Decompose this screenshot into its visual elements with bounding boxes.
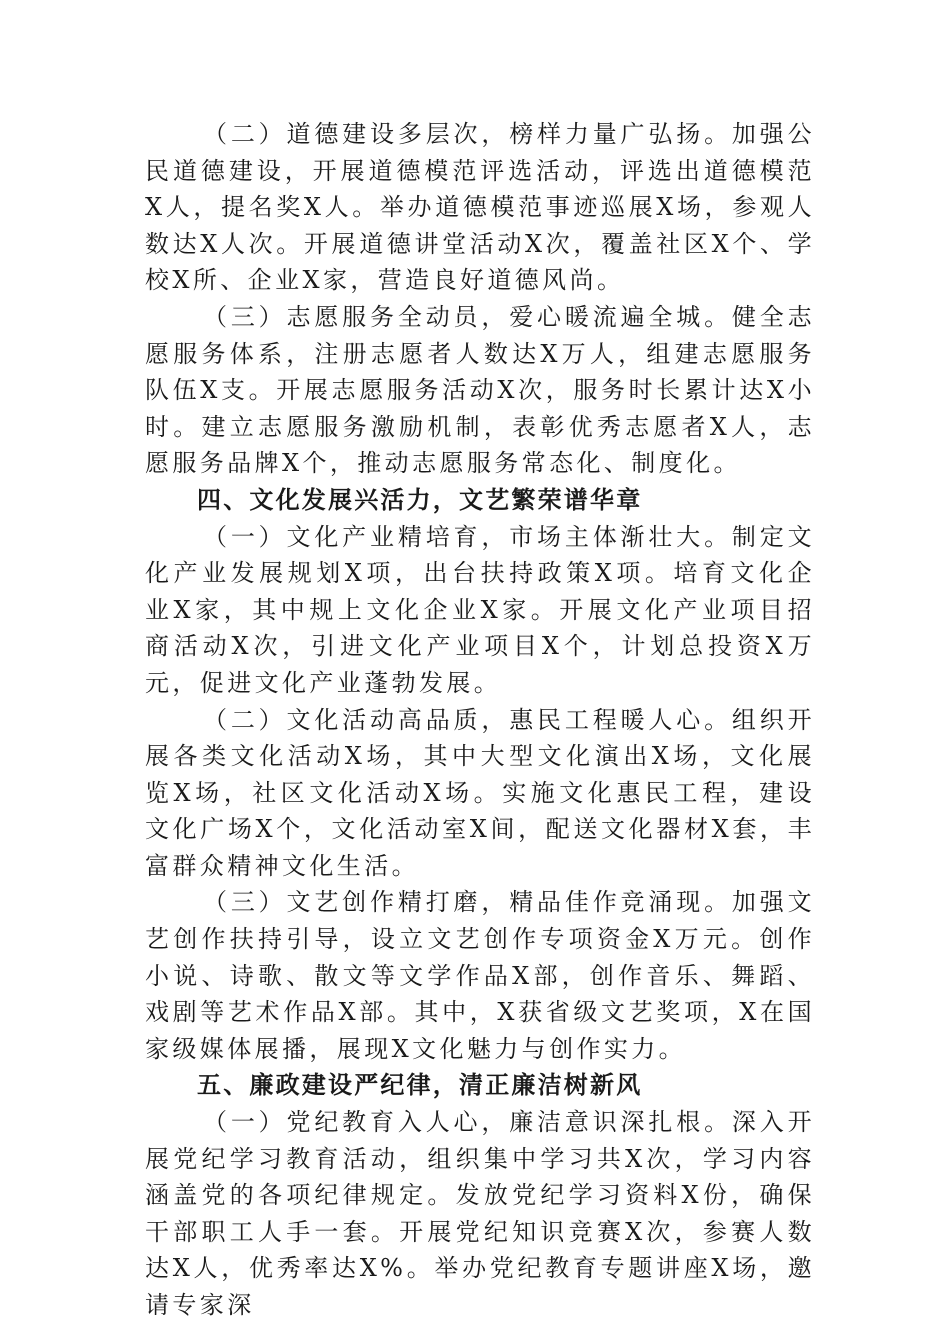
section-heading-integrity: 五、廉政建设严纪律，清正廉洁树新风: [197, 1071, 643, 1100]
paragraph-lead: （一）文化产业精培育，市场主体渐壮大。: [203, 522, 732, 551]
paragraph-text: 深入开展党纪学习教育活动，组织集中学习共X次，学习内容涵盖党的各项纪律规定。发放党纪学习资料X份，确保干部职工人手一套。开展党纪知识竞赛X次，参赛人数达X人，优秀率达X%。举办党纪教育专题讲座X场，邀请专家深: [145, 1108, 815, 1319]
paragraph-lead: （三）志愿服务全动员，爱心暖流遍全城。: [203, 302, 732, 331]
paragraph-art-creation: [145, 884, 815, 1067]
paragraph-text: 健全志愿服务体系，注册志愿者人数达X万人，组建志愿服务队伍X支。开展志愿服务活动X次，服务时长累计达X小时。建立志愿服务激励机制，表彰优秀志愿者X人，志愿服务品牌X个，推动志愿服务常态化、制度化。: [145, 302, 815, 478]
paragraph-lead: （二）道德建设多层次，榜样力量广弘扬。: [203, 120, 732, 148]
paragraph-moral-building: [145, 116, 815, 299]
paragraph-text: 加强公民道德建设，开展道德模范评选活动，评选出道德模范X人，提名奖X人。举办道德模范事迹巡展X场，参观人数达X人次。开展道德讲堂活动X次，覆盖社区X个、学校X所、企业X家，营造良好道德风尚。: [145, 120, 815, 295]
paragraph-text: 组织开展各类文化活动X场，其中大型文化演出X场，文化展览X场，社区文化活动X场。实施文化惠民工程，建设文化广场X个，文化活动室X间，配送文化器材X套，丰富群众精神文化生活。: [145, 705, 815, 880]
paragraph-discipline-education: [145, 1104, 815, 1324]
paragraph-text: 制定文化产业发展规划X项，出台扶持政策X项。培育文化企业X家，其中规上文化企业X家。开展文化产业项目招商活动X次，引进文化产业项目X个，计划总投资X万元，促进文化产业蓬勃发展。: [145, 522, 815, 697]
paragraph-lead: （一）党纪教育入人心，廉洁意识深扎根。: [203, 1108, 732, 1137]
paragraph-lead: （三）文艺创作精打磨，精品佳作竞涌现。: [203, 888, 732, 917]
paragraph-text: 加强文艺创作扶持引导，设立文艺创作专项资金X万元。创作小说、诗歌、散文等文学作品X部，创作音乐、舞蹈、戏剧等艺术作品X部。其中，X获省级文艺奖项，X在国家级媒体展播，展现X文化魅力与创作实力。: [145, 888, 815, 1063]
paragraph-lead: （二）文化活动高品质，惠民工程暖人心。: [203, 705, 732, 734]
document-body: [145, 116, 815, 1324]
paragraph-volunteer-service: [145, 299, 815, 482]
paragraph-culture-industry: [145, 519, 815, 702]
section-heading-culture: 四、文化发展兴活力，文艺繁荣谱华章: [197, 485, 643, 514]
paragraph-culture-activities: [145, 702, 815, 885]
